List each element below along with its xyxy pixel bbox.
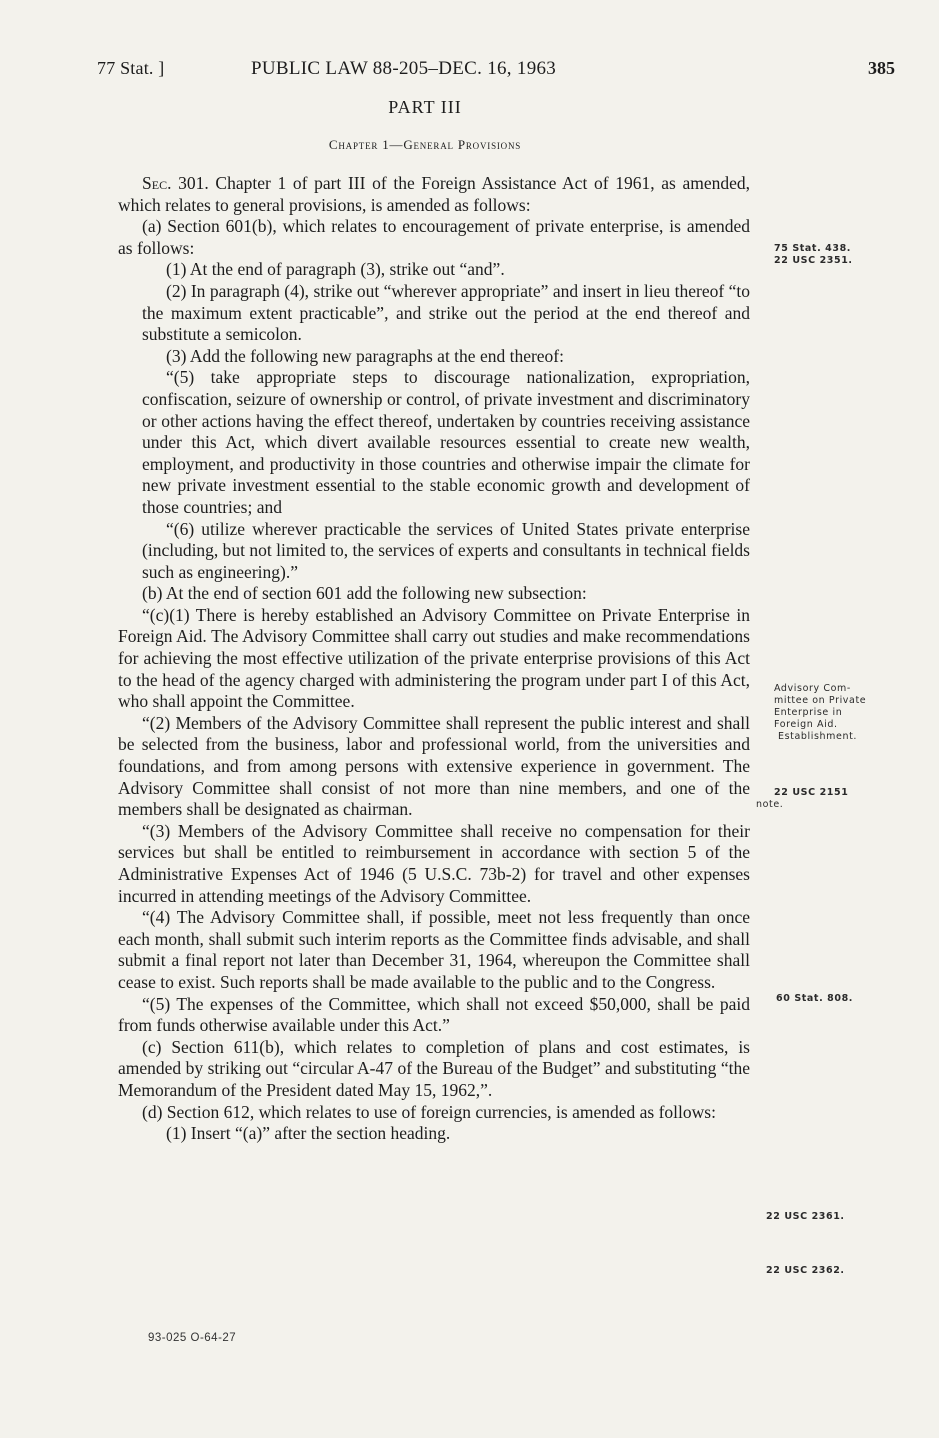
subsection-c-1: “(c)(1) There is hereby established an Advisory Committee on Private Enterprise in Foreign Aid. The Advisory Committee shall carry out studies and make recommendations for achieving the most effective utilization of the private enterprise provisions of this Act to the head of the agency charged with administering the program under part I of this Act, who shall appoint the Committee. xyxy=(118,604,750,712)
margin-note-line: Advisory Com- xyxy=(774,683,851,694)
chapter-title: Chapter 1—General Provisions xyxy=(328,137,522,152)
subsection-c: (c) Section 611(b), which relates to completion of plans and cost estimates, is amended by striking out “circular A-47 of the Bureau of the Budget” and substituting “the Memorandum of the President dated May 15, 1962,”. xyxy=(118,1036,750,1100)
subsection-b: (b) At the end of section 601 add the following new subsection: xyxy=(142,583,587,604)
margin-note-line: Enterprise in xyxy=(774,707,843,718)
part-title: PART III xyxy=(388,97,462,117)
subsection-a: (a) Section 601(b), which relates to encouragement of private enterprise, is amended as follows: xyxy=(118,216,750,258)
subsection-d-1: (1) Insert “(a)” after the section heading. xyxy=(166,1123,451,1144)
margin-note-stat-808 xyxy=(776,993,853,1005)
running-head xyxy=(0,58,939,82)
margin-note-line: 22 USC 2361. xyxy=(766,1211,845,1222)
margin-note-usc-2362 xyxy=(766,1265,845,1277)
new-paragraph-6: “(6) utilize wherever practicable the services of United States private enterprise (including, but not limited to, the services of experts and consultants in technical fields such as engineering).” xyxy=(142,518,750,582)
subsection-d: (d) Section 612, which relates to use of foreign currencies, is amended as follows: xyxy=(142,1101,716,1122)
subsection-c-2: “(2) Members of the Advisory Committee shall represent the public interest and shall be selected from the business, labor and professional world, from the universities and foundations, and from among persons with extensive experience in government. The Advisory Committee shall consist of not more than nine members, and one of the members shall be designated as chairman. xyxy=(118,712,750,820)
margin-note-line: 22 USC 2351. xyxy=(774,255,853,266)
subsection-a-3: (3) Add the following new paragraphs at the end thereof: xyxy=(166,345,564,366)
margin-note-line: 75 Stat. 438. xyxy=(774,243,852,254)
page-number: 385 xyxy=(868,58,895,78)
margin-note-line: 22 USC 2151 xyxy=(774,787,849,798)
document-body xyxy=(118,173,750,1145)
margin-note-usc-2361 xyxy=(766,1211,845,1223)
margin-note-line: Establishment. xyxy=(778,731,858,742)
margin-note-line: 60 Stat. 808. xyxy=(776,993,854,1004)
margin-note-line: note. xyxy=(756,799,784,810)
subsection-c-4: “(4) The Advisory Committee shall, if possible, meet not less frequently than once each month, shall submit such interim reports as the Committee finds advisable, and shall submit a final report not later than December 31, 1964, whereupon the Committee shall cease to exist. Such reports shall be made available to the public and to the Congress. xyxy=(118,907,750,992)
margin-note-advisory-committee xyxy=(774,683,866,743)
subsection-c-5: “(5) The expenses of the Committee, which shall not exceed $50,000, shall be paid from funds otherwise available under this Act.” xyxy=(118,993,750,1036)
subsection-a-2: (2) In paragraph (4), strike out “wherever appropriate” and insert in lieu thereof “to the maximum extent practicable”, and strike out the period at the end thereof and substitute a semicolon. xyxy=(142,280,750,345)
margin-note-line: Foreign Aid. xyxy=(774,719,838,730)
law-title: PUBLIC LAW 88-205–DEC. 16, 1963 xyxy=(251,58,557,79)
margin-note-stat-438 xyxy=(774,243,853,267)
margin-note-line: 22 USC 2362. xyxy=(766,1265,845,1276)
margin-note-line: mittee on Private xyxy=(774,695,867,706)
section-label: Sec. xyxy=(142,173,172,193)
new-paragraph-5: “(5) take appropriate steps to discourage nationalization, expropriation, confiscation, seizure of ownership or control, of private investment and discriminatory or other actions having the effect thereof, undertaken by countries receiving assistance under this Act, which divert available resources essential to create new wealth, employment, and productivity in those countries and otherwise impair the climate for new private investment essential to the stable economic growth and development of those countries; and xyxy=(142,367,750,517)
section-301-text: 301. Chapter 1 of part III of the Foreign Assistance Act of 1961, as amended, which relates to general provisions, is amended as follows: xyxy=(118,173,750,215)
subsection-a-1: (1) At the end of paragraph (3), strike out “and”. xyxy=(166,259,505,280)
subsection-c-3: “(3) Members of the Advisory Committee shall receive no compensation for their services but shall be entitled to reimbursement in accordance with section 5 of the Administrative Expenses Act of 1946 (5 U.S.C. 73b-2) for travel and other expenses incurred in attending meetings of the Advisory Committee. xyxy=(118,820,750,906)
statute-volume: 77 Stat. ] xyxy=(97,58,165,78)
section-301-paragraph xyxy=(118,173,750,216)
print-code: 93-025 O-64-27 xyxy=(148,1332,237,1344)
margin-note-usc-2151 xyxy=(756,787,849,811)
